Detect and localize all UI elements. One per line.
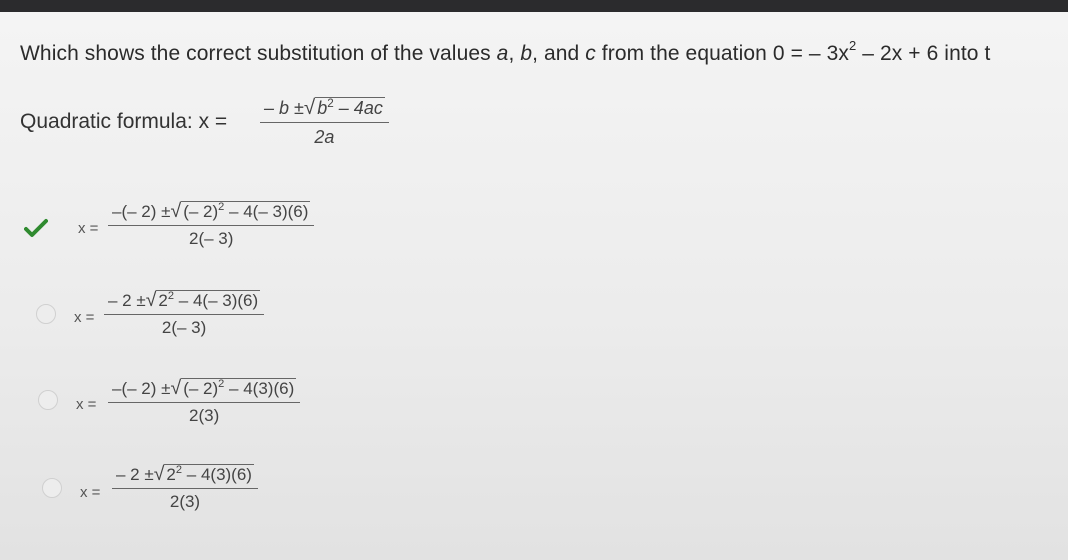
quadratic-formula-label: Quadratic formula: x = (20, 110, 228, 133)
formula-numerator: – b ±√ $b^2 - 4ac$ (260, 96, 389, 123)
option-1-x-label: x = (78, 220, 99, 237)
checkmark-icon[interactable] (24, 218, 48, 238)
option-4-numerator: – 2 ±√ $2^2 - 4(3)(6)$ (112, 463, 258, 489)
option-2-numerator: – 2 ±√ $2^2 - 4(-$ 3)(6) (104, 289, 264, 315)
formula-denominator: 2a (314, 127, 335, 147)
option-3-fraction[interactable] (108, 377, 300, 426)
option-1-denominator: 2(– 3) (189, 229, 234, 248)
option-1-numerator: –(– 2) ±√ (– 2)$^2$ – 4(– 3)(6) (108, 200, 314, 226)
quadratic-formula-fraction (260, 96, 389, 148)
option-4-x-label: x = (80, 484, 101, 501)
option-4-fraction[interactable] (112, 463, 258, 512)
option-3-denominator: 2(3) (189, 406, 220, 425)
option-1-fraction[interactable] (108, 200, 314, 249)
option-2-fraction[interactable] (104, 289, 264, 338)
option-3-x-label: x = (76, 396, 97, 413)
option-4-denominator: 2(3) (169, 492, 201, 511)
option-2-denominator: 2(– 3) (161, 318, 207, 337)
option-4-radio[interactable] (42, 478, 62, 498)
question-text: Which shows the correct substitution of the values a, b, and c from the equation 0 = – $3x^2 - 2x + 6$ into t (20, 38, 991, 65)
option-2-x-label: x = (74, 309, 95, 326)
option-3-radio[interactable] (38, 390, 58, 410)
option-2-radio[interactable] (36, 304, 56, 324)
window-top-bar (0, 0, 1068, 12)
option-3-numerator: –(– 2) ±√ (– 2)$^2$ – 4(3)(6) (108, 377, 300, 403)
